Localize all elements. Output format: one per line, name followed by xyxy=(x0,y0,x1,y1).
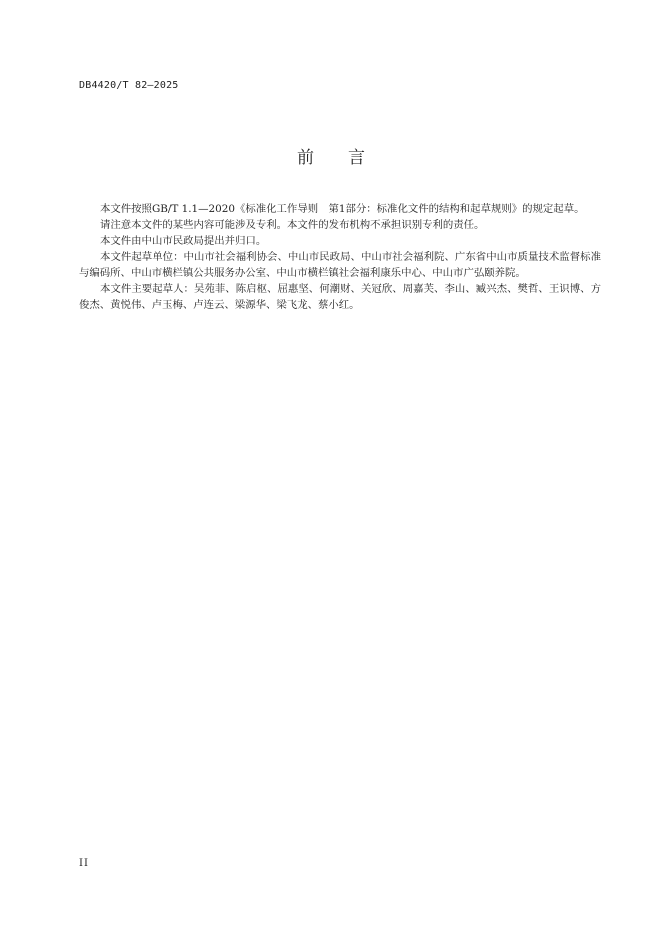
paragraph-drafters: 本文件主要起草人：吴苑菲、陈启枢、屈惠坚、何潮财、关冠欣、周嘉芙、李山、臧兴杰、樊哲、王识博、方俊杰、黄悦伟、卢玉梅、卢连云、梁源华、梁飞龙、蔡小红。 xyxy=(79,283,601,311)
page-title xyxy=(0,143,662,168)
title-char-1: 前 xyxy=(297,148,314,168)
page-number: II xyxy=(79,858,89,869)
foreword-body xyxy=(79,201,601,313)
paragraph-drafting-rules: 本文件按照GB/T 1.1—2020《标准化工作导则 第1部分：标准化文件的结构和起草规则》的规定起草。 xyxy=(100,203,585,215)
document-code: DB4420/T 82—2025 xyxy=(79,80,179,91)
title-char-2: 言 xyxy=(348,148,365,168)
paragraph-proposer: 本文件由中山市民政局提出并归口。 xyxy=(100,235,267,247)
paragraph-patent-notice: 请注意本文件的某些内容可能涉及专利。本文件的发布机构不承担识别专利的责任。 xyxy=(100,219,485,231)
paragraph-drafting-units: 本文件起草单位：中山市社会福利协会、中山市民政局、中山市社会福利院、广东省中山市质量技术监督标准与编码所、中山市横栏镇公共服务办公室、中山市横栏镇社会福利康乐中心、中山市广弘颐养院。 xyxy=(79,251,601,279)
